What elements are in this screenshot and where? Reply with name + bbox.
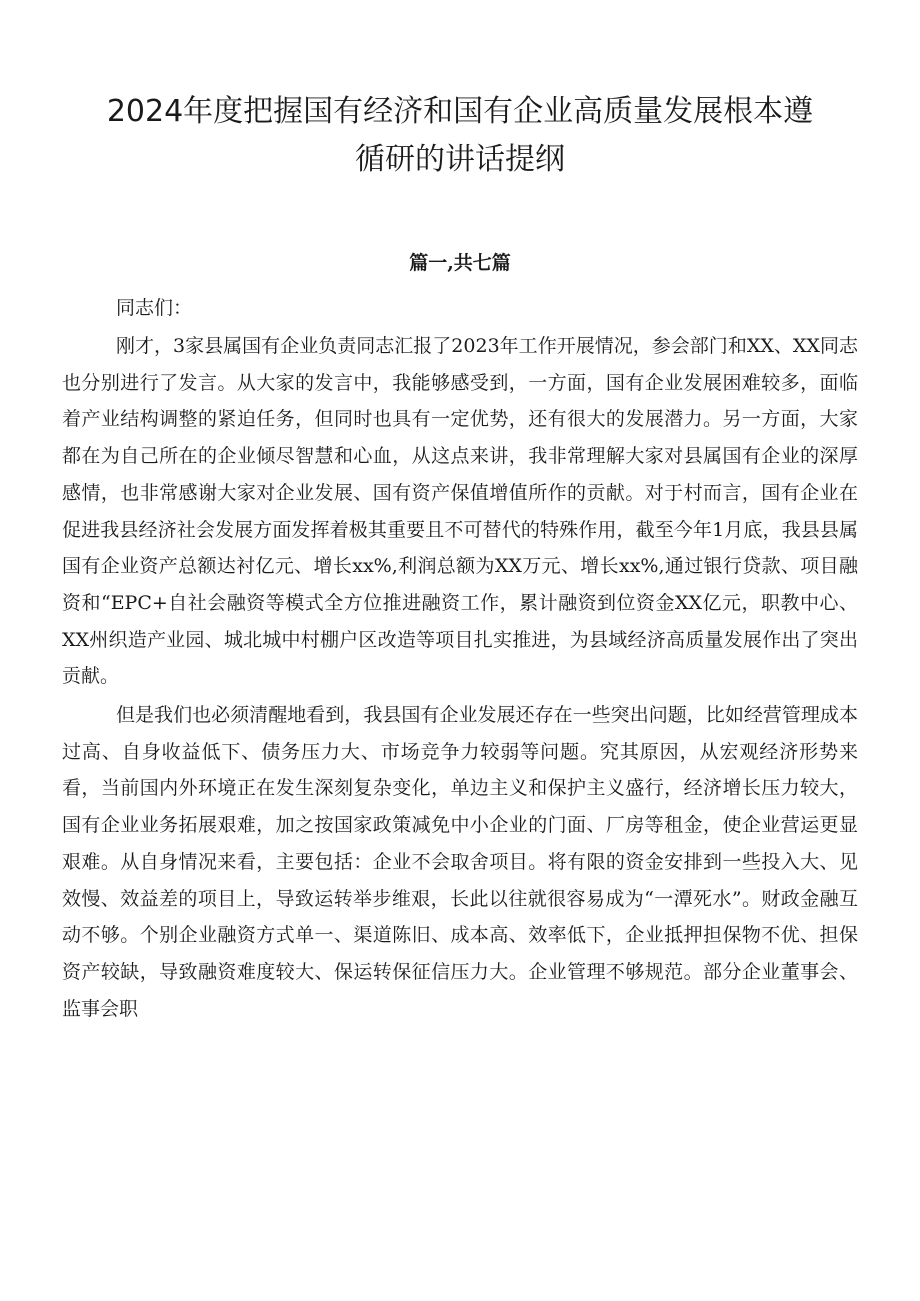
- body-paragraph-1: 刚才，3家县属国有企业负责同志汇报了2023年工作开展情况，参会部门和XX、XX同志也分别进行了发言。从大家的发言中，我能够感受到，一方面，国有企业发展困难较多，面临着产业结构调整的紧迫任务，但同时也具有一定优势，还有很大的发展潜力。另一方面，大家都在为自己所在的企业倾尽智慧和心血，从这点来讲，我非常理解大家对县属国有企业的深厚感情，也非常感谢大家对企业发展、国有资产保值增值所作的贡献。对于村而言，国有企业在促进我县经济社会发展方面发挥着极其重要且不可替代的特殊作用，截至今年1月底，我县县属国有企业资产总额达衬亿元、增长xx%,利润总额为XX万元、增长xx%,通过银行贷款、项目融资和“EPC+自社会融资等模式全方位推进融资工作，累计融资到位资金XX亿元，职教中心、XX州织造产业园、城北城中村棚户区改造等项目扎实推进，为县域经济高质量发展作出了突出贡献。: [62, 335, 858, 688]
- salutation: 同志们：: [116, 297, 193, 319]
- section-heading: 篇一,共七篇: [409, 252, 511, 274]
- document-title: 2024年度把握国有经济和国有企业高质量发展根本遵循研的讲话提纲: [106, 94, 814, 177]
- body-paragraph-2: 但是我们也必须清醒地看到，我县国有企业发展还存在一些突出问题，比如经营管理成本过高、自身收益低下、债务压力大、市场竞争力较弱等问题。究其原因，从宏观经济形势来看，当前国内外环境正在发生深刻复杂变化，单边主义和保护主义盛行，经济增长压力较大，国有企业业务拓展艰难，加之按国家政策减免中小企业的门面、厂房等租金，使企业营运更显艰难。从自身情况来看，主要包括：企业不会取舍项目。将有限的资金安排到一些投入大、见效慢、效益差的项目上，导致运转举步维艰，长此以往就很容易成为“一潭死水”。财政金融互动不够。个别企业融资方式单一、渠道陈旧、成本高、效率低下，企业抵押担保物不优、担保资产较缺，导致融资难度较大、保运转保征信压力大。企业管理不够规范。部分企业董事会、监事会职: [62, 704, 858, 1020]
